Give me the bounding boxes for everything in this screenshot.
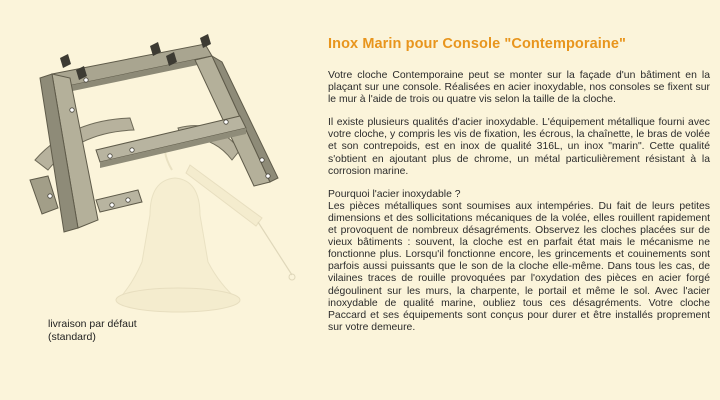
caption-line-2: (standard) bbox=[48, 331, 96, 343]
console-bell-illustration bbox=[0, 0, 320, 320]
corrosion-paragraph: Les pièces métalliques sont soumises aux intempéries. Du fait de leurs petites dimensions et des sollicitations mécaniques de la volée, elles rouillent rapidement et provoquent de nombreux désagréments. Observez les cloches placées sur de vieux bâtiments : souvent, la cloche est en parfait état mais le mécanisme ne fonctionne plus. Lorsqu'il fonctionne encore, les grincements et couinements sont parfois aussi puissants que le son de la cloche elle-même. Dans tous les cas, de vilaines traces de rouille provoquées par l'oxydation des pièces en acier forgé dégoulinent sur les murs, la charpente, le portail et même le sol. Avec l'acier inoxydable de qualité marine, oubliez tous ces désagréments. Votre cloche Paccard et ses équipements sont conçus pour durer et être installés proprement sur votre demeure. bbox=[328, 200, 710, 333]
console-left-arm bbox=[30, 74, 98, 232]
question-heading: Pourquoi l'acier inoxydable ? bbox=[328, 188, 461, 200]
illustration-caption bbox=[48, 318, 268, 344]
console-wall-bar bbox=[52, 44, 212, 94]
caption-line-1: livraison par défaut bbox=[48, 318, 137, 330]
steel-quality-paragraph: Il existe plusieurs qualités d'acier inoxydable. L'équipement métallique fourni avec votre cloche, y compris les vis de fixation, les écrous, la chaînette, le bras de volée et son contrepoids, est en inox de qualité 316L, un inox "marin". Cette qualité s'obtient en ajoutant plus de chrome, un métal particulièrement résistant à la corrosion marine. bbox=[328, 117, 710, 177]
article-title: Inox Marin pour Console "Contemporaine" bbox=[328, 36, 626, 52]
console-drawing bbox=[0, 0, 320, 320]
intro-paragraph: Votre cloche Contemporaine peut se monter sur la façade d'un bâtiment en la plaçant sur une console. Réalisées en acier inoxydable, nos consoles se fixent sur le mur à l'aide de trois ou quatre vis selon la taille de la cloche. bbox=[328, 70, 710, 106]
article-content bbox=[328, 36, 710, 345]
